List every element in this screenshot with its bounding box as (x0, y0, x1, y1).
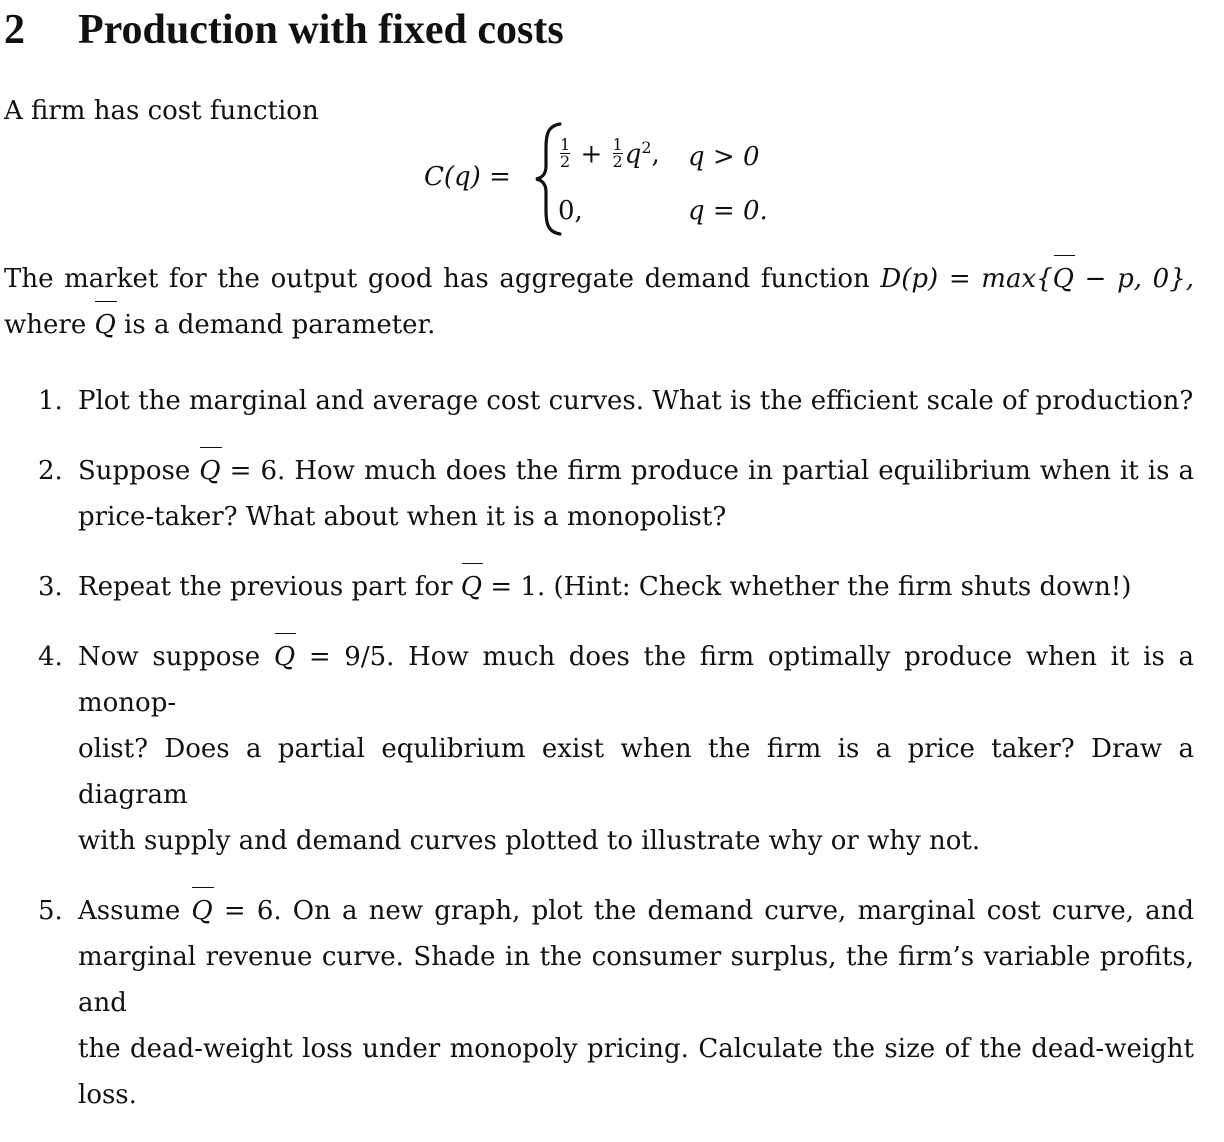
question-text: Now suppose Q = 9/5. How much does the firm optimally produce when it is a monop- olist? Does a partial equlibrium exist when the firm is a price taker? Draw a diagram with supply and demand curves plotted to illustrate why or why not. (78, 634, 1194, 864)
section-title: Production with fixed costs (78, 7, 564, 53)
case-two-condition: q = 0. (688, 196, 768, 226)
question-text: Plot the marginal and average cost curves. What is the efficient scale of production? (78, 386, 1194, 416)
question-item (38, 634, 1194, 864)
question-list (38, 378, 1194, 1142)
question-text: Suppose Q = 6. How much does the firm produce in partial equilibrium when it is a price-taker? What about when it is a monopolist? (78, 448, 1194, 540)
question-number: 3. (38, 572, 63, 602)
question-item (38, 564, 1194, 610)
cost-function-lhs: C(q) = (424, 162, 511, 192)
question-text: Repeat the previous part for Q = 1. (Hint: Check whether the firm shuts down!) (78, 564, 1194, 610)
question-number: 2. (38, 456, 63, 486)
case-one-expression: $\frac{1}{2}$ + $\frac{1}{2}$ $q^2$, (560, 135, 660, 172)
intro-text: A firm has cost function (4, 96, 319, 126)
case-one-condition: q > 0 (688, 142, 760, 172)
fraction-one-half-a: $\frac{1}{2}$ (560, 135, 571, 172)
exponent: 2 (641, 138, 652, 157)
demand-line-two: where Q is a demand parameter. (4, 302, 1194, 348)
question-number: 5. (38, 896, 63, 926)
question-text: Assume Q = 6. On a new graph, plot the demand curve, marginal cost curve, and marginal revenue curve. Shade in the consumer surplus, the firm’s variable profits, and the dead-weight loss under monopoly pricing. Calculate the size of the dead-weight loss. (78, 888, 1194, 1118)
demand-line-one: The market for the output good has aggregate demand function D(p) = max{Q − p, 0}, (4, 256, 1194, 302)
case-two-expression: 0, (558, 196, 583, 226)
question-item (38, 448, 1194, 540)
question-number: 4. (38, 642, 63, 672)
demand-paragraph (4, 256, 1194, 348)
question-item (38, 888, 1194, 1118)
section-heading (4, 6, 564, 54)
fraction-one-half-b: $\frac{1}{2}$ (612, 135, 623, 172)
question-number: 1. (38, 386, 63, 416)
cost-function-equation (424, 124, 804, 238)
section-number: 2 (4, 7, 25, 53)
plus-sign: + (580, 139, 603, 170)
question-item (38, 378, 1194, 424)
